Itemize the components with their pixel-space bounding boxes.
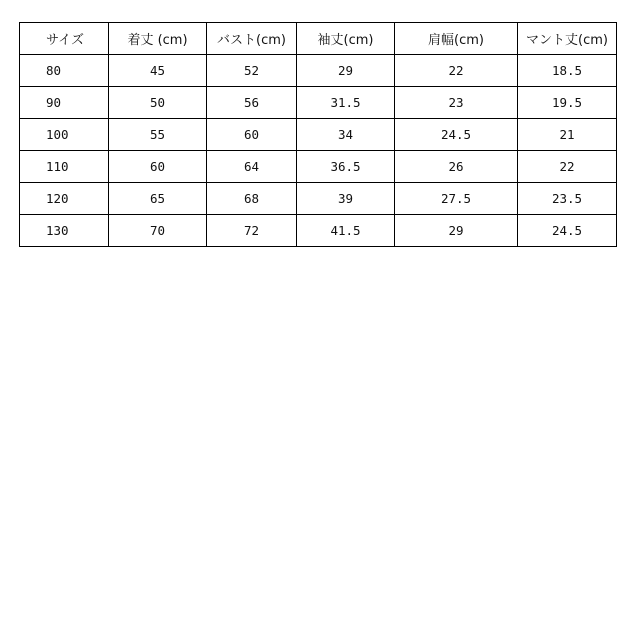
table-cell: 23.5 — [518, 183, 617, 215]
header-size: サイズ — [20, 23, 109, 55]
table-cell: 23 — [395, 87, 518, 119]
table-cell: 100 — [20, 119, 109, 151]
table-cell: 90 — [20, 87, 109, 119]
table-cell: 19.5 — [518, 87, 617, 119]
table-cell: 52 — [207, 55, 297, 87]
table-row — [20, 215, 617, 247]
header-shoulder: 肩幅(cm) — [395, 23, 518, 55]
table-cell: 120 — [20, 183, 109, 215]
table-cell: 50 — [109, 87, 207, 119]
table-cell: 24.5 — [395, 119, 518, 151]
header-length: 着丈 (cm) — [109, 23, 207, 55]
size-chart-table — [19, 22, 617, 247]
table-cell: 130 — [20, 215, 109, 247]
table-row — [20, 87, 617, 119]
header-sleeve: 袖丈(cm) — [297, 23, 395, 55]
table-cell: 39 — [297, 183, 395, 215]
table-cell: 31.5 — [297, 87, 395, 119]
table-header-row — [20, 23, 617, 55]
table-cell: 22 — [518, 151, 617, 183]
table-cell: 65 — [109, 183, 207, 215]
table-cell: 56 — [207, 87, 297, 119]
table-cell: 34 — [297, 119, 395, 151]
table-row — [20, 119, 617, 151]
table-row — [20, 151, 617, 183]
table-cell: 36.5 — [297, 151, 395, 183]
table-cell: 68 — [207, 183, 297, 215]
table-cell: 26 — [395, 151, 518, 183]
table-cell: 70 — [109, 215, 207, 247]
table-cell: 80 — [20, 55, 109, 87]
table-cell: 110 — [20, 151, 109, 183]
table-cell: 27.5 — [395, 183, 518, 215]
table-cell: 29 — [395, 215, 518, 247]
table-row — [20, 183, 617, 215]
header-cape-length: マント丈(cm) — [518, 23, 617, 55]
table-cell: 72 — [207, 215, 297, 247]
table-cell: 24.5 — [518, 215, 617, 247]
table-row — [20, 55, 617, 87]
table-cell: 21 — [518, 119, 617, 151]
table-cell: 29 — [297, 55, 395, 87]
table-cell: 22 — [395, 55, 518, 87]
table-cell: 64 — [207, 151, 297, 183]
table-cell: 60 — [109, 151, 207, 183]
header-bust: バスト(cm) — [207, 23, 297, 55]
table-cell: 18.5 — [518, 55, 617, 87]
table-cell: 45 — [109, 55, 207, 87]
table-cell: 60 — [207, 119, 297, 151]
table-cell: 41.5 — [297, 215, 395, 247]
table-cell: 55 — [109, 119, 207, 151]
